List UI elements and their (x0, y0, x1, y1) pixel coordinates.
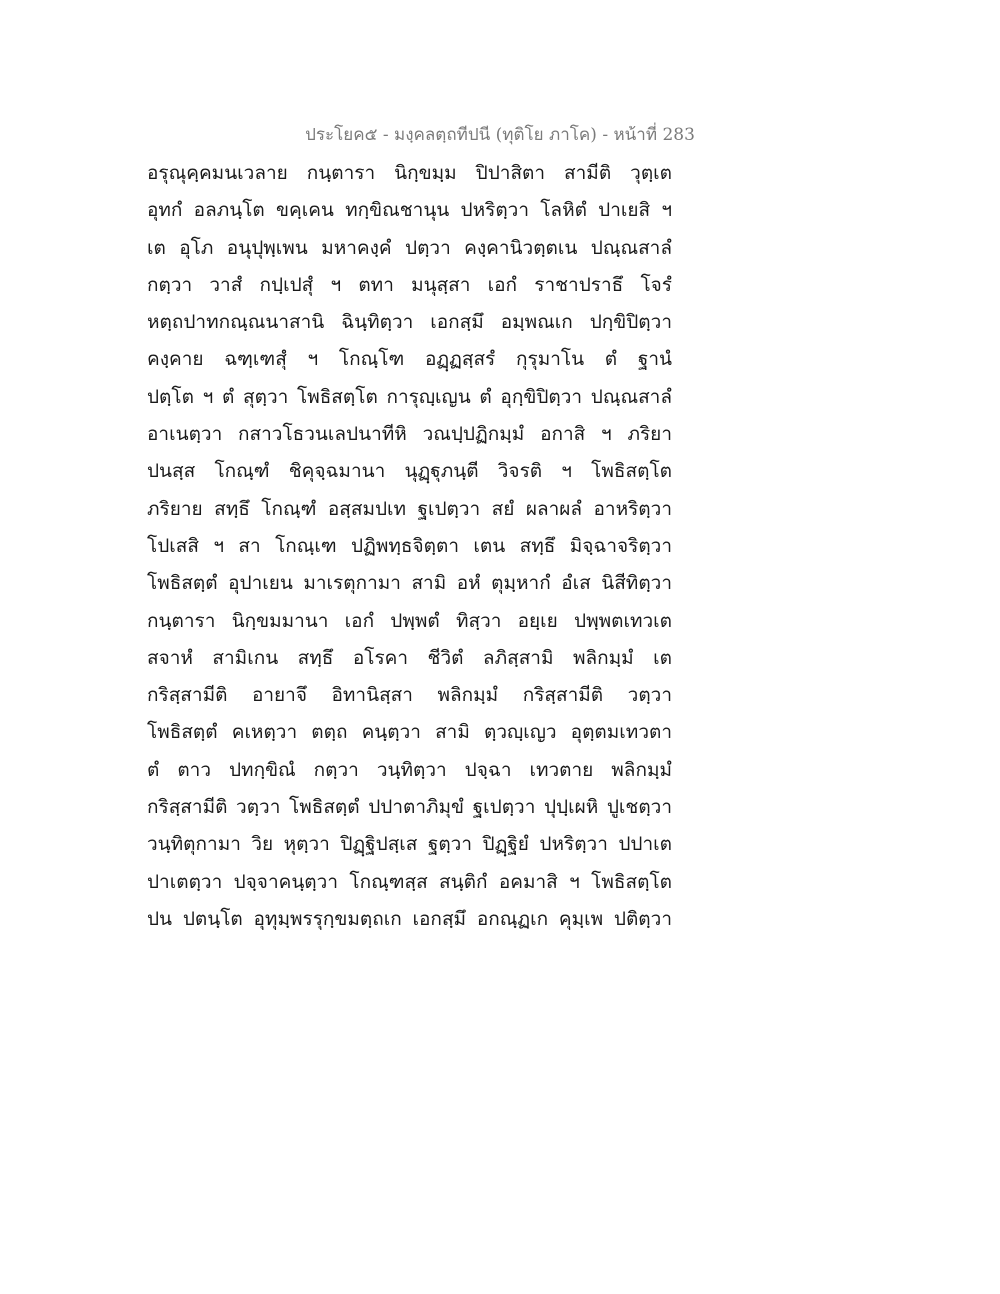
text-line: ปน ปตนฺโต อุทุมฺพรรุกฺขมตฺถเก เอกสฺมึ อกณฺฏเก คุมฺเพ ปติตฺวา (147, 907, 672, 930)
text-line: คงฺคาย ฉฑฺเฑสุํ ฯ โกณฺโฑ อฏฺฏสฺสรํ กุรุมาโน ตํ ฐานํ (147, 348, 672, 371)
text-line: โพธิสตฺตํ อุปาเยน มาเรตุกามา สามิ อหํ ตุมฺหากํ อํเส นิสีทิตฺวา (147, 572, 672, 595)
text-line: หตฺถปาทกณฺณนาสานิ ฉินฺทิตฺวา เอกสฺมึ อมฺพณเก ปกฺขิปิตฺวา (147, 311, 672, 334)
text-line: โปเสสิ ฯ สา โกณฺเฑ ปฏิพทฺธจิตฺตา เตน สทฺธึ มิจฺฉาจริตฺวา (147, 534, 672, 557)
text-line: อาเนตฺวา กสาวโธวนเลปนาทีหิ วณปฺปฏิกมฺมํ อกาสิ ฯ ภริยา (147, 423, 672, 446)
running-header: ประโยค๕ - มงฺคลตฺถทีปนี (ทุติโย ภาโค) - หน้าที่ 283 (305, 125, 695, 145)
text-line: ปาเตตฺวา ปจฺจาคนฺตฺวา โกณฺฑสฺส สนฺติกํ อคมาสิ ฯ โพธิสตฺโต (147, 870, 672, 893)
text-line: กนฺตารา นิกฺขมมานา เอกํ ปพฺพตํ ทิสฺวา อยฺเย ปพฺพตเทวเต (147, 609, 672, 632)
text-line: สจาหํ สามิเกน สทฺธึ อโรคา ชีวิตํ ลภิสฺสามิ พลิกมฺมํ เต (147, 646, 672, 669)
body-text (147, 155, 672, 938)
text-line: ปนสฺส โกณฺฑํ ชิคุจฺฉมานา นุฏฺฐุภนฺตี วิจรติ ฯ โพธิสตฺโต (147, 460, 672, 483)
text-line: อรุณุคฺคมนเวลาย กนฺตารา นิกฺขมฺม ปิปาสิตา สามีติ วุตฺเต (147, 162, 672, 184)
text-line: โพธิสตฺตํ คเหตฺวา ตตฺถ คนฺตฺวา สามิ ตฺวญฺเญว อุตฺตมเทวตา (147, 721, 672, 744)
text-line: วนฺทิตุกามา วิย หุตฺวา ปิฏฺฐิปสฺเส ฐตฺวา ปิฏฺฐิยํ ปหริตฺวา ปปาเต (147, 833, 672, 856)
text-line: กริสฺสามีติ วตฺวา โพธิสตฺตํ ปปาตาภิมุขํ ฐเปตฺวา ปุปฺเผหิ ปูเชตฺวา (147, 796, 672, 819)
text-line: กริสฺสามีติ อายาจึ อิทานิสฺสา พลิกมฺมํ กริสฺสามีติ วตฺวา (147, 684, 672, 707)
text-line: อุทกํ อลภนฺโต ขคฺเคน ทกฺขิณชานุน ปหริตฺวา โลหิตํ ปาเยสิ ฯ (147, 199, 672, 222)
text-line: กตฺวา วาสํ กปฺเปสุํ ฯ ตทา มนุสฺสา เอกํ ราชาปราธึ โจรํ (147, 273, 672, 296)
text-line: ภริยาย สทฺธึ โกณฺฑํ อสฺสมปเท ฐเปตฺวา สยํ ผลาผลํ อาหริตฺวา (147, 497, 672, 520)
text-line: เต อุโภ อนุปุพฺเพน มหาคงฺคํ ปตฺวา คงฺคานิวตฺตเน ปณฺณสาลํ (147, 236, 672, 259)
text-line: ปตฺโต ฯ ตํ สุตฺวา โพธิสตฺโต การุญฺเญน ตํ อุกฺขิปิตฺวา ปณฺณสาลํ (147, 385, 672, 408)
text-line: ตํ ตาว ปทกฺขิณํ กตฺวา วนฺทิตฺวา ปจฺฉา เทวตาย พลิกมฺมํ (147, 758, 672, 781)
